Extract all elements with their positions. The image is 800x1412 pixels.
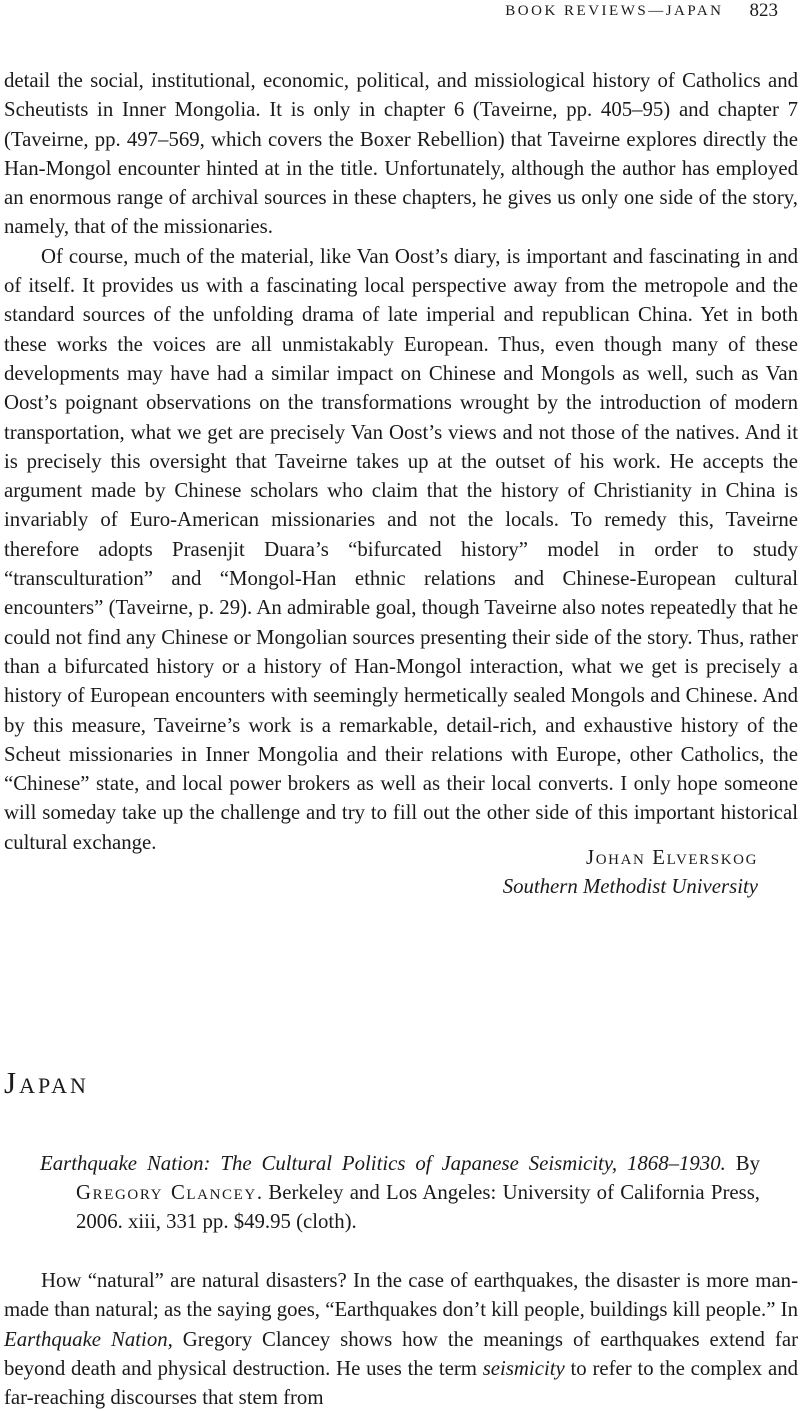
review-paragraph: detail the social, institutional, economic, political, and missiological history of Catholics and Scheutists in Inner Mongolia. It is only in chapter 6 (Taveirne, pp. 405–95) and chapter 7 (Taveirne, pp. 497–569, which covers the Boxer Rebellion) that Taveirne explores directly the Han-Mongol encounter hinted at in the title. Unfortunately, although the author has employed an enormous range of archival sources in these chapters, he gives us only one side of the story, namely, that of the missionaries.: [4, 69, 798, 239]
inline-book-title: Earthquake Nation,: [4, 1327, 173, 1351]
review-body: [4, 66, 798, 857]
book-title: Earthquake Nation: The Cultural Politics of Japanese Seismicity, 1868–1930.: [40, 1152, 726, 1175]
reviewer-name: Johan Elverskog: [586, 846, 758, 869]
book-citation: [40, 1149, 760, 1236]
page-number: 823: [749, 0, 778, 21]
publication-details: . Berkeley and Los Angeles: University of California Press, 2006. xiii, 331 pp. $49.95 (cloth).: [76, 1181, 760, 1233]
section-heading: Japan: [4, 1064, 89, 1100]
running-head: [505, 0, 778, 22]
by-label: By: [735, 1152, 761, 1175]
book-author: Gregory Clancey: [76, 1181, 257, 1204]
text-run: How “natural” are natural disasters? In the case of earthquakes, the disaster is more man-made than natural; as the saying goes, “Earthquakes don’t kill people, buildings kill people.” In: [4, 1269, 798, 1322]
review-body: [4, 1266, 798, 1412]
text-run: Gregory Clancey shows how the meanings of earthquakes extend far beyond death and physical destruction. He uses the term: [4, 1327, 798, 1380]
reviewer-affiliation: Southern Methodist University: [502, 875, 758, 898]
reviewer-signature: [503, 843, 758, 901]
text-run: to refer to the complex and far-reaching discourses that stem from: [4, 1356, 798, 1410]
review-paragraph: Of course, much of the material, like Van Oost’s diary, is important and fascinating in and of itself. It provides us with a fascinating local perspective away from the metropole and the standard sources of the unfolding drama of late imperial and republican China. Yet in both these works the voices are all unmistakably European. Thus, even though many of these developments may have had a similar impact on Chinese and Mongols as well, such as Van Oost’s poignant observations on the transformations wrought by the introduction of modern transportation, what we get are precisely Van Oost’s views and not those of the natives. And it is precisely this oversight that Taveirne takes up at the outset of his work. He accepts the argument made by Chinese scholars who claim that the history of Christianity in China is invariably of Euro-American missionaries and not the locals. To remedy this, Taveirne therefore adopts Prasenjit Duara’s “bifurcated history” model in order to study “transculturation” and “Mongol-Han ethnic relations and Chinese-European cultural encounters” (Taveirne, p. 29). An admirable goal, though Taveirne also notes repeatedly that he could not find any Chinese or Mongolian sources presenting their side of the story. Thus, rather than a bifurcated history or a history of Han-Mongol interaction, what we get is precisely a history of European encounters with seemingly hermetically sealed Mongols and Chinese. And by this measure, Taveirne’s work is a remarkable, detail-rich, and exhaustive history of the Scheut missionaries in Inner Mongolia and their relations with Europe, other Catholics, the “Chinese” state, and local power brokers as well as their local converts. I only hope someone will someday take up the challenge and try to fill out the other side of this important historical cultural exchange.: [4, 244, 798, 854]
review-paragraph: [4, 1266, 798, 1412]
running-head-section: BOOK REVIEWS—JAPAN: [505, 2, 724, 19]
inline-term: seismicity: [482, 1356, 565, 1380]
